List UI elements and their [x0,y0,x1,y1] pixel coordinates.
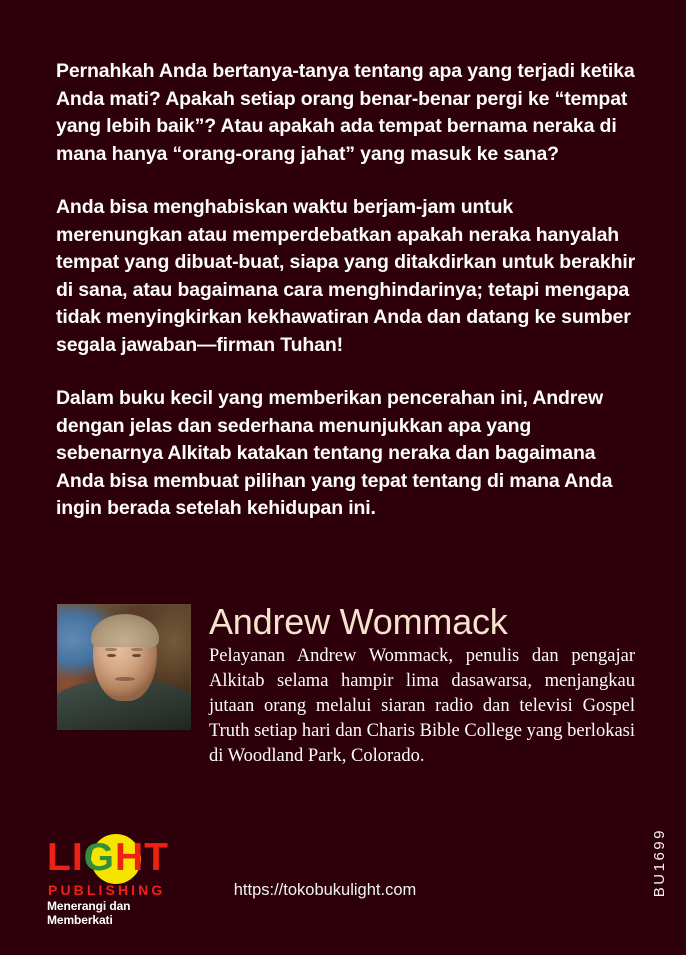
publisher-logo [47,832,179,927]
author-bio: Pelayanan Andrew Wommack, penulis dan pengajar Alkitab selama hampir lima dasawarsa, menjangkau jutaan orang melalui siaran radio dan televisi Gospel Truth setiap hari dan Charis Bible College yang berlokasi di Woodland Park, Colorado. [209,646,635,766]
blurb-paragraph-1: Pernahkah Anda bertanya-tanya tentang apa yang terjadi ketika Anda mati? Apakah setiap orang benar-benar pergi ke “tempat yang lebih baik”? Atau apakah ada tempat bernama neraka di mana hanya “orang-orang jahat” yang masuk ke sana? [56,60,635,165]
author-name: Andrew Wommack [209,601,508,642]
sku-code: BU1699 [651,828,668,898]
logo-light-part2: HT [115,836,170,879]
logo-light-g: G [83,836,116,879]
logo-wordmark-light [47,836,179,880]
blurb-paragraph-2: Anda bisa menghabiskan waktu berjam-jam untuk merenungkan atau memperdebatkan apakah neraka hanyalah tempat yang dibuat-buat, siapa yang ditakdirkan untuk berakhir di sana, atau bagaimana cara menghindarinya; tetapi mengapa tidak menyingkirkan kekhawatiran Anda dan datang ke sumber segala jawaban—firman Tuhan! [56,196,636,356]
author-photo [57,604,191,730]
logo-light-part1: LI [47,836,84,879]
blurb-paragraph-3: Dalam buku kecil yang memberikan pencerahan ini, Andrew dengan jelas dan sederhana menunjukkan apa yang sebenarnya Alkitab katakan tentang neraka dan bagaimana Anda bisa membuat pilihan yang tepat tentang di mana Anda ingin berada setelah kehidupan ini. [56,387,613,519]
logo-wordmark-publishing: PUBLISHING [48,882,166,898]
blurb-section [56,58,636,523]
author-section [57,601,635,769]
photo-overlay [57,604,191,730]
publisher-website-url[interactable]: https://tokobukulight.com [233,881,417,899]
author-text-block [209,601,635,769]
logo-tagline: Menerangi dan Memberkati [47,899,131,927]
